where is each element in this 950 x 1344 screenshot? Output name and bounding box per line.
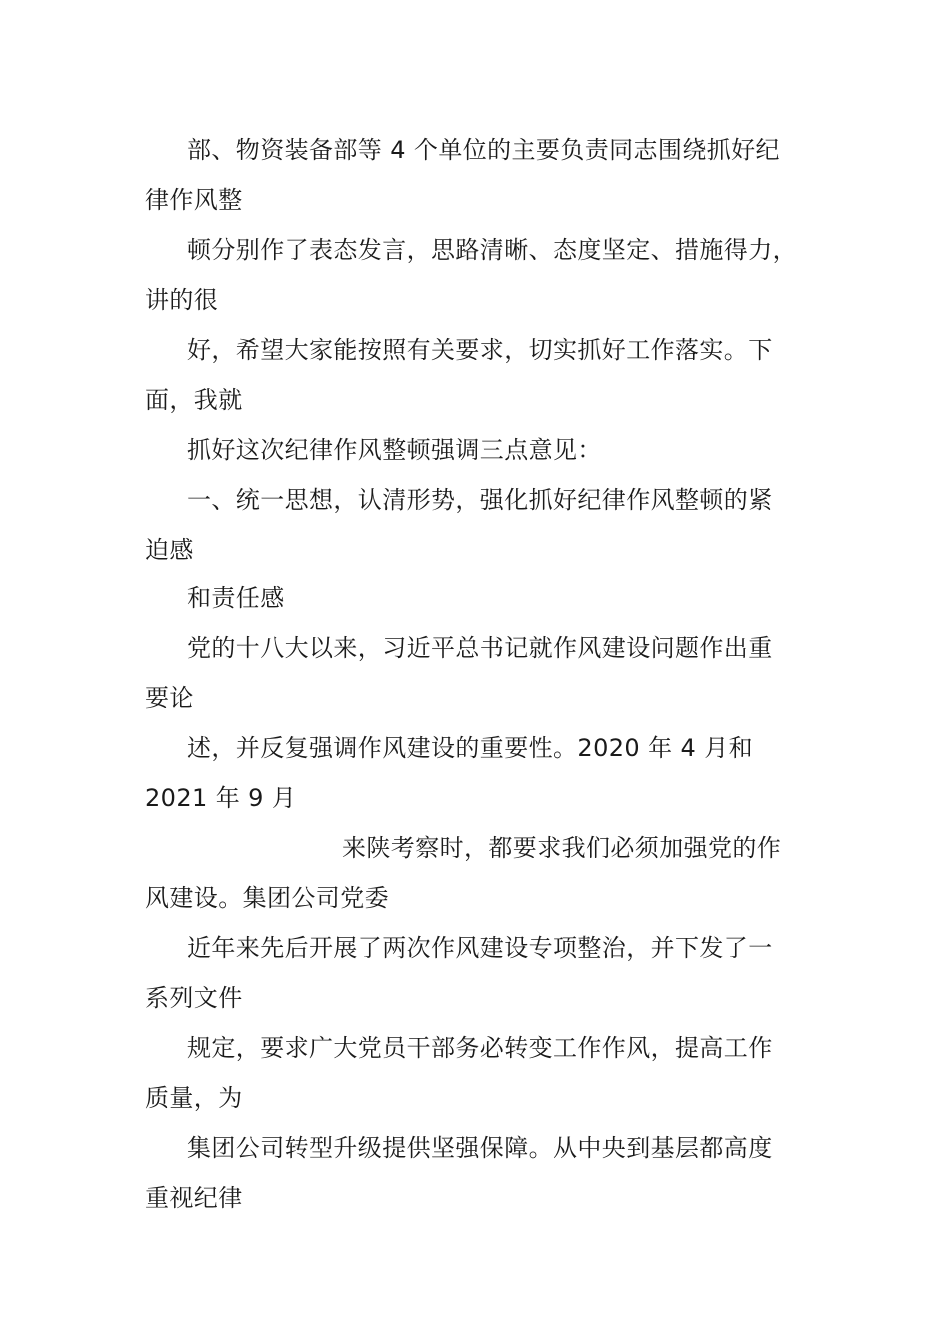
text-line: 律作风整 <box>145 186 243 214</box>
text-line: 讲的很 <box>145 286 219 314</box>
text-line: 面，我就 <box>145 386 243 414</box>
text-line: 来陕考察时，都要求我们必须加强党的作 <box>342 834 782 862</box>
text-line: 重视纪律 <box>145 1184 243 1212</box>
section-heading-line: 一、统一思想，认清形势，强化抓好纪律作风整顿的紧 <box>187 486 773 514</box>
text-line: 质量，为 <box>145 1084 243 1112</box>
text-line: 述，并反复强调作风建设的重要性。2020 年 4 月和 <box>187 734 754 762</box>
text-line: 2021 年 9 月 <box>145 784 297 812</box>
text-line: 党的十八大以来，习近平总书记就作风建设问题作出重 <box>187 634 773 662</box>
section-heading-line: 和责任感 <box>187 584 285 612</box>
text-line: 部、物资装备部等 4 个单位的主要负责同志围绕抓好纪 <box>187 136 780 164</box>
text-line: 系列文件 <box>145 984 243 1012</box>
text-line: 近年来先后开展了两次作风建设专项整治，并下发了一 <box>187 934 773 962</box>
text-line: 规定，要求广大党员干部务必转变工作作风，提高工作 <box>187 1034 773 1062</box>
text-line: 要论 <box>145 684 194 712</box>
section-heading-line: 迫感 <box>145 536 194 564</box>
text-line: 风建设。集团公司党委 <box>145 884 389 912</box>
text-line: 抓好这次纪律作风整顿强调三点意见： <box>187 436 602 464</box>
text-line: 顿分别作了表态发言，思路清晰、态度坚定、措施得力， <box>187 236 797 264</box>
text-line: 集团公司转型升级提供坚强保障。从中央到基层都高度 <box>187 1134 773 1162</box>
text-line: 好，希望大家能按照有关要求，切实抓好工作落实。下 <box>187 336 773 364</box>
